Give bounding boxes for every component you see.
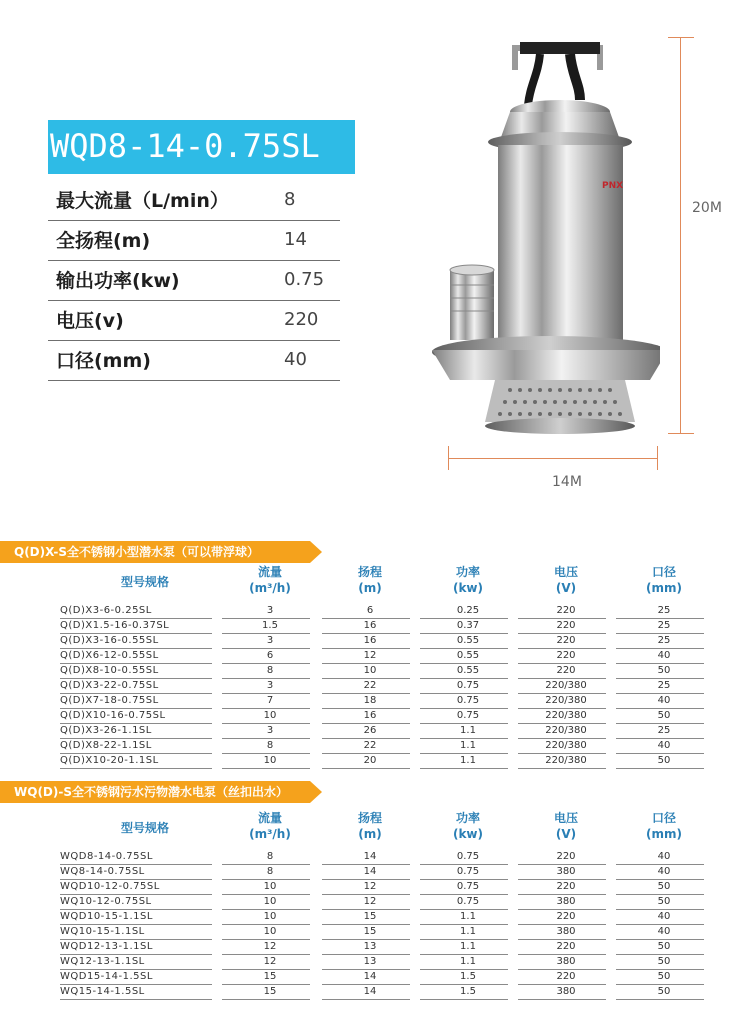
col-head-unit: (m) bbox=[358, 827, 382, 841]
width-dimension-cap bbox=[657, 446, 658, 470]
row-divider bbox=[518, 768, 606, 769]
cell-model: Q(D)X10-16-0.75SL bbox=[60, 710, 166, 721]
cell-power: 1.5 bbox=[460, 971, 476, 982]
col-flow-label: 流量 bbox=[257, 565, 282, 579]
height-dimension-label: 20M bbox=[692, 200, 722, 216]
cell-voltage: 220 bbox=[556, 851, 576, 862]
table-row bbox=[60, 664, 710, 679]
spec-value: 8 bbox=[284, 189, 296, 210]
col-model: 型号规格 bbox=[120, 821, 169, 835]
cell-flow: 6 bbox=[266, 650, 274, 661]
cell-bore: 40 bbox=[657, 650, 671, 661]
col-voltage-unit: (V) bbox=[555, 827, 577, 841]
cell-bore: 50 bbox=[657, 896, 671, 907]
cell-power: 1.1 bbox=[460, 956, 476, 967]
cell-model: Q(D)X3-6-0.25SL bbox=[60, 605, 152, 616]
cell-bore: 40 bbox=[657, 866, 671, 877]
model-title-bar bbox=[48, 120, 355, 174]
table-row bbox=[60, 709, 710, 724]
table-row bbox=[60, 739, 710, 754]
cell-power: 0.75 bbox=[456, 881, 480, 892]
cell-power: 1.1 bbox=[460, 926, 476, 937]
cell-flow: 10 bbox=[263, 911, 277, 922]
cell-head: 16 bbox=[363, 635, 377, 646]
cell-power: 0.55 bbox=[456, 650, 480, 661]
col-power-label: 功率 bbox=[455, 565, 480, 579]
cell-head: 20 bbox=[363, 755, 377, 766]
cell-flow: 3 bbox=[266, 725, 274, 736]
table-row bbox=[60, 724, 710, 739]
col-bore bbox=[634, 810, 694, 842]
spec-value: 0.75 bbox=[284, 269, 325, 290]
spec-value: 14 bbox=[284, 229, 307, 250]
table-row bbox=[60, 970, 710, 985]
cell-voltage: 220/380 bbox=[545, 710, 587, 721]
row-divider bbox=[222, 768, 310, 769]
cell-voltage: 220 bbox=[556, 650, 576, 661]
spec-label: 最大流量（L/min） bbox=[56, 190, 229, 212]
spec-value: 220 bbox=[284, 309, 319, 330]
cell-bore: 50 bbox=[657, 755, 671, 766]
table-row bbox=[60, 865, 710, 880]
table-row bbox=[60, 694, 710, 709]
col-head-label: 扬程 bbox=[357, 811, 382, 825]
table-row bbox=[60, 880, 710, 895]
cell-model: WQ15-14-1.5SL bbox=[60, 986, 145, 997]
cell-power: 0.75 bbox=[456, 695, 480, 706]
col-voltage bbox=[536, 810, 596, 842]
cell-flow: 10 bbox=[263, 755, 277, 766]
cell-power: 0.75 bbox=[456, 680, 480, 691]
height-dimension-cap bbox=[668, 433, 694, 434]
spec-row-power bbox=[48, 260, 340, 301]
col-bore-label: 口径 bbox=[651, 565, 676, 579]
spec-row-bore bbox=[48, 340, 340, 381]
col-model: 型号规格 bbox=[120, 575, 169, 589]
col-flow bbox=[240, 810, 300, 842]
cell-power: 1.1 bbox=[460, 911, 476, 922]
cell-model: WQ8-14-0.75SL bbox=[60, 866, 145, 877]
cell-voltage: 220/380 bbox=[545, 680, 587, 691]
cell-head: 14 bbox=[363, 986, 377, 997]
cell-power: 1.1 bbox=[460, 755, 476, 766]
col-flow bbox=[240, 564, 300, 596]
spec-table-qdx bbox=[60, 564, 710, 769]
table-row bbox=[60, 955, 710, 970]
cell-voltage: 220 bbox=[556, 635, 576, 646]
width-dimension-label: 14M bbox=[552, 474, 582, 490]
spec-label: 电压(v) bbox=[56, 310, 124, 332]
cell-head: 6 bbox=[366, 605, 374, 616]
cell-flow: 10 bbox=[263, 710, 277, 721]
row-divider bbox=[420, 768, 508, 769]
cell-flow: 7 bbox=[266, 695, 274, 706]
cell-head: 14 bbox=[363, 851, 377, 862]
cell-flow: 1.5 bbox=[262, 620, 278, 631]
table-row bbox=[60, 895, 710, 910]
cell-model: Q(D)X8-22-1.1SL bbox=[60, 740, 152, 751]
cell-bore: 25 bbox=[657, 680, 671, 691]
table-row bbox=[60, 940, 710, 955]
row-divider bbox=[616, 768, 704, 769]
table-row bbox=[60, 604, 710, 619]
cell-flow: 12 bbox=[263, 956, 277, 967]
cell-voltage: 380 bbox=[556, 896, 576, 907]
table-row bbox=[60, 649, 710, 664]
cell-bore: 25 bbox=[657, 635, 671, 646]
cell-head: 26 bbox=[363, 725, 377, 736]
cell-model: WQ12-13-1.1SL bbox=[60, 956, 145, 967]
row-divider bbox=[60, 768, 212, 769]
spec-row-max-flow bbox=[48, 180, 340, 221]
pump-product-image bbox=[420, 30, 660, 450]
cell-head: 22 bbox=[363, 680, 377, 691]
cell-bore: 40 bbox=[657, 695, 671, 706]
cell-model: Q(D)X6-12-0.55SL bbox=[60, 650, 159, 661]
cell-head: 13 bbox=[363, 941, 377, 952]
col-flow-unit: (m³/h) bbox=[249, 827, 291, 841]
cell-power: 1.5 bbox=[460, 986, 476, 997]
cell-voltage: 380 bbox=[556, 866, 576, 877]
cell-model: Q(D)X3-22-0.75SL bbox=[60, 680, 159, 691]
cell-power: 1.1 bbox=[460, 725, 476, 736]
cell-bore: 40 bbox=[657, 851, 671, 862]
cell-voltage: 220 bbox=[556, 620, 576, 631]
table-row bbox=[60, 925, 710, 940]
col-voltage-unit: (V) bbox=[555, 581, 577, 595]
cell-flow: 8 bbox=[266, 740, 274, 751]
cell-bore: 40 bbox=[657, 926, 671, 937]
width-dimension-cap bbox=[448, 446, 449, 470]
cell-voltage: 220/380 bbox=[545, 755, 587, 766]
col-flow-label: 流量 bbox=[257, 811, 282, 825]
col-bore-unit: (mm) bbox=[646, 827, 682, 841]
cell-model: WQ10-15-1.1SL bbox=[60, 926, 145, 937]
cell-flow: 8 bbox=[266, 851, 274, 862]
cell-model: WQD8-14-0.75SL bbox=[60, 851, 153, 862]
cell-flow: 10 bbox=[263, 926, 277, 937]
height-dimension-line bbox=[680, 37, 681, 434]
col-power-label: 功率 bbox=[455, 811, 480, 825]
cell-power: 0.75 bbox=[456, 896, 480, 907]
col-voltage-label: 电压 bbox=[553, 565, 578, 579]
cell-power: 0.75 bbox=[456, 710, 480, 721]
col-power-unit: (kw) bbox=[452, 581, 484, 595]
col-power bbox=[438, 810, 498, 842]
table-row bbox=[60, 679, 710, 694]
model-title: WQD8-14-0.75SL bbox=[50, 127, 320, 165]
cell-voltage: 220 bbox=[556, 665, 576, 676]
cell-voltage: 380 bbox=[556, 986, 576, 997]
cell-head: 12 bbox=[363, 881, 377, 892]
col-head-label: 扬程 bbox=[357, 565, 382, 579]
spec-row-head bbox=[48, 220, 340, 261]
spec-table-wqd bbox=[60, 810, 710, 1000]
cell-power: 0.75 bbox=[456, 866, 480, 877]
spec-row-voltage bbox=[48, 300, 340, 341]
cell-flow: 15 bbox=[263, 986, 277, 997]
col-voltage-label: 电压 bbox=[553, 811, 578, 825]
brand-logo: PNX bbox=[602, 181, 624, 191]
row-divider bbox=[322, 999, 410, 1000]
spec-label: 全扬程(m) bbox=[56, 230, 151, 252]
cell-head: 14 bbox=[363, 971, 377, 982]
table-row bbox=[60, 910, 710, 925]
section-title-qdx: Q(D)X-S全不锈钢小型潜水泵（可以带浮球） bbox=[0, 541, 310, 563]
cell-head: 18 bbox=[363, 695, 377, 706]
row-divider bbox=[518, 999, 606, 1000]
cell-model: Q(D)X3-16-0.55SL bbox=[60, 635, 159, 646]
cell-bore: 50 bbox=[657, 665, 671, 676]
cell-power: 1.1 bbox=[460, 740, 476, 751]
cell-power: 1.1 bbox=[460, 941, 476, 952]
cell-head: 16 bbox=[363, 620, 377, 631]
cell-model: Q(D)X8-10-0.55SL bbox=[60, 665, 159, 676]
cell-voltage: 380 bbox=[556, 926, 576, 937]
cell-flow: 8 bbox=[266, 665, 274, 676]
cell-bore: 40 bbox=[657, 911, 671, 922]
table-row bbox=[60, 619, 710, 634]
cell-model: WQD15-14-1.5SL bbox=[60, 971, 153, 982]
col-bore-unit: (mm) bbox=[646, 581, 682, 595]
col-voltage bbox=[536, 564, 596, 596]
cell-power: 0.37 bbox=[456, 620, 480, 631]
cell-bore: 25 bbox=[657, 620, 671, 631]
cell-voltage: 220 bbox=[556, 941, 576, 952]
height-dimension-cap bbox=[668, 37, 694, 38]
cell-bore: 50 bbox=[657, 971, 671, 982]
cell-flow: 10 bbox=[263, 896, 277, 907]
cell-flow: 8 bbox=[266, 866, 274, 877]
spec-label: 口径(mm) bbox=[56, 350, 151, 372]
table-row bbox=[60, 754, 710, 769]
cell-head: 15 bbox=[363, 911, 377, 922]
col-head bbox=[340, 564, 400, 596]
cell-power: 0.25 bbox=[456, 605, 480, 616]
row-divider bbox=[60, 999, 212, 1000]
section-title-wqd: WQ(D)-S全不锈钢污水污物潜水电泵（丝扣出水） bbox=[0, 781, 310, 803]
row-divider bbox=[222, 999, 310, 1000]
width-dimension-line bbox=[448, 458, 658, 459]
cell-model: Q(D)X3-26-1.1SL bbox=[60, 725, 152, 736]
cell-model: Q(D)X7-18-0.75SL bbox=[60, 695, 159, 706]
cell-flow: 3 bbox=[266, 680, 274, 691]
cell-voltage: 380 bbox=[556, 956, 576, 967]
cell-power: 0.55 bbox=[456, 635, 480, 646]
row-divider bbox=[616, 999, 704, 1000]
cell-model: WQD12-13-1.1SL bbox=[60, 941, 153, 952]
cell-model: WQD10-15-1.1SL bbox=[60, 911, 153, 922]
table-row bbox=[60, 850, 710, 865]
col-bore bbox=[634, 564, 694, 596]
cell-voltage: 220 bbox=[556, 881, 576, 892]
row-divider bbox=[420, 999, 508, 1000]
cell-voltage: 220/380 bbox=[545, 740, 587, 751]
table-row bbox=[60, 634, 710, 649]
col-flow-unit: (m³/h) bbox=[249, 581, 291, 595]
cell-bore: 25 bbox=[657, 605, 671, 616]
cell-power: 0.75 bbox=[456, 851, 480, 862]
col-head bbox=[340, 810, 400, 842]
cell-bore: 25 bbox=[657, 725, 671, 736]
cell-flow: 10 bbox=[263, 881, 277, 892]
spec-value: 40 bbox=[284, 349, 307, 370]
cell-voltage: 220 bbox=[556, 605, 576, 616]
cell-bore: 50 bbox=[657, 710, 671, 721]
cell-head: 13 bbox=[363, 956, 377, 967]
cell-head: 15 bbox=[363, 926, 377, 937]
cell-model: WQD10-12-0.75SL bbox=[60, 881, 160, 892]
cell-flow: 12 bbox=[263, 941, 277, 952]
table-header bbox=[60, 564, 710, 604]
cell-flow: 15 bbox=[263, 971, 277, 982]
cell-bore: 40 bbox=[657, 740, 671, 751]
table-row bbox=[60, 985, 710, 1000]
cell-bore: 50 bbox=[657, 941, 671, 952]
cell-model: WQ10-12-0.75SL bbox=[60, 896, 152, 907]
cell-head: 22 bbox=[363, 740, 377, 751]
cell-voltage: 220/380 bbox=[545, 695, 587, 706]
col-power bbox=[438, 564, 498, 596]
cell-flow: 3 bbox=[266, 635, 274, 646]
cell-head: 10 bbox=[363, 665, 377, 676]
col-power-unit: (kw) bbox=[452, 827, 484, 841]
cell-head: 16 bbox=[363, 710, 377, 721]
cell-bore: 50 bbox=[657, 986, 671, 997]
cell-flow: 3 bbox=[266, 605, 274, 616]
cell-model: Q(D)X10-20-1.1SL bbox=[60, 755, 159, 766]
cell-model: Q(D)X1.5-16-0.37SL bbox=[60, 620, 170, 631]
col-head-unit: (m) bbox=[358, 581, 382, 595]
cell-head: 12 bbox=[363, 650, 377, 661]
cell-bore: 50 bbox=[657, 881, 671, 892]
row-divider bbox=[322, 768, 410, 769]
cell-head: 14 bbox=[363, 866, 377, 877]
spec-label: 输出功率(kw) bbox=[56, 270, 180, 292]
cell-voltage: 220 bbox=[556, 971, 576, 982]
col-bore-label: 口径 bbox=[651, 811, 676, 825]
cell-bore: 50 bbox=[657, 956, 671, 967]
cell-voltage: 220/380 bbox=[545, 725, 587, 736]
cell-head: 12 bbox=[363, 896, 377, 907]
table-header bbox=[60, 810, 710, 850]
cell-power: 0.55 bbox=[456, 665, 480, 676]
cell-voltage: 220 bbox=[556, 911, 576, 922]
